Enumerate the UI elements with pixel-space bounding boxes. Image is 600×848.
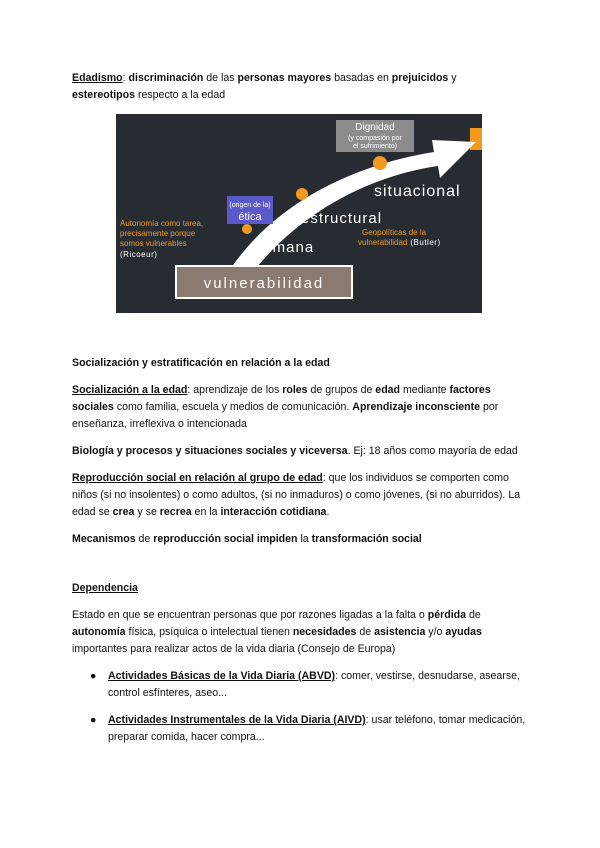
humana-label: humana <box>254 239 315 256</box>
estructural-label: estructural <box>301 210 383 227</box>
compasion-line1: (y compasión por <box>348 135 402 142</box>
estructural-dot <box>296 188 308 200</box>
edadismo-paragraph: Edadismo: discriminación de las personas mayores basadas en prejuicidos y estereotipos respecto a la edad <box>72 72 457 101</box>
ricoeur-label: (Ricoeur) <box>120 250 158 259</box>
mecanismos-paragraph: Mecanismos de reproducción social impiden la transformación social <box>72 533 422 545</box>
document-page <box>72 70 532 756</box>
list-item: ● Actividades Básicas de la Vida Diaria (ABVD): comer, vestirse, desnudarse, asearse, control esfínteres, aseo... <box>90 670 520 699</box>
geopoliticas-line2: vulnerabilidad (Butler) <box>358 238 441 247</box>
compasion-line2: el sufrimiento) <box>353 143 397 150</box>
situacional-dot <box>373 156 387 170</box>
bullet-icon: ● <box>90 714 97 726</box>
etica-label: ética <box>238 211 262 223</box>
reproduccion-paragraph: Reproducción social en relación al grupo de edad: que los individuos se comporten como niños (si no insolentes) o como adultos, (si no inmaduros) o como jóvenes, (si no aburridos). La edad se crea y se recrea en la interacción cotidiana. <box>72 472 521 518</box>
geopoliticas-line1: Geopolíticas de la <box>362 228 427 237</box>
humana-dot <box>242 224 252 234</box>
diagram-svg <box>116 114 482 313</box>
vulnerabilidad-label: vulnerabilidad <box>203 275 325 292</box>
situacional-label: situacional <box>374 183 461 200</box>
dependencia-paragraph: Estado en que se encuentran personas que por razones ligadas a la falta o pérdida de autonomía física, psíquica o intelectual tienen necesidades de asistencia y/o ayudas importantes para realizar actos de la vida diaria (Consejo de Europa) <box>72 609 482 655</box>
autonomia-line2: precisamente porque <box>120 229 196 238</box>
autonomia-line1: Autonomía como tarea, <box>120 219 204 228</box>
bullet-icon: ● <box>90 670 97 682</box>
term-edadismo: Edadismo <box>72 72 123 84</box>
orange-edge-tab <box>470 128 482 150</box>
dependencia-heading: Dependencia <box>72 582 138 594</box>
dependencia-list <box>72 668 532 746</box>
list-item: ● Actividades Instrumentales de la Vida Diaria (AIVD): usar teléfono, tomar medicación, preparar comida, hacer compra... <box>90 714 526 743</box>
vulnerability-diagram <box>116 114 482 313</box>
socializacion-heading: Socialización y estratificación en relación a la edad <box>72 357 330 369</box>
biologia-paragraph: Biología y procesos y situaciones sociales y viceversa. Ej: 18 años como mayoría de edad <box>72 445 518 457</box>
dignidad-label: Dignidad <box>355 122 395 133</box>
autonomia-line3: somos vulnerables <box>120 239 187 248</box>
socializacion-paragraph: Socialización a la edad: aprendizaje de los roles de grupos de edad mediante factores sociales como familia, escuela y medios de comunicación. Aprendizaje inconsciente por enseñanza, irreflexiva o intencionada <box>72 384 499 430</box>
origen-label: (origen de la) <box>229 202 271 209</box>
